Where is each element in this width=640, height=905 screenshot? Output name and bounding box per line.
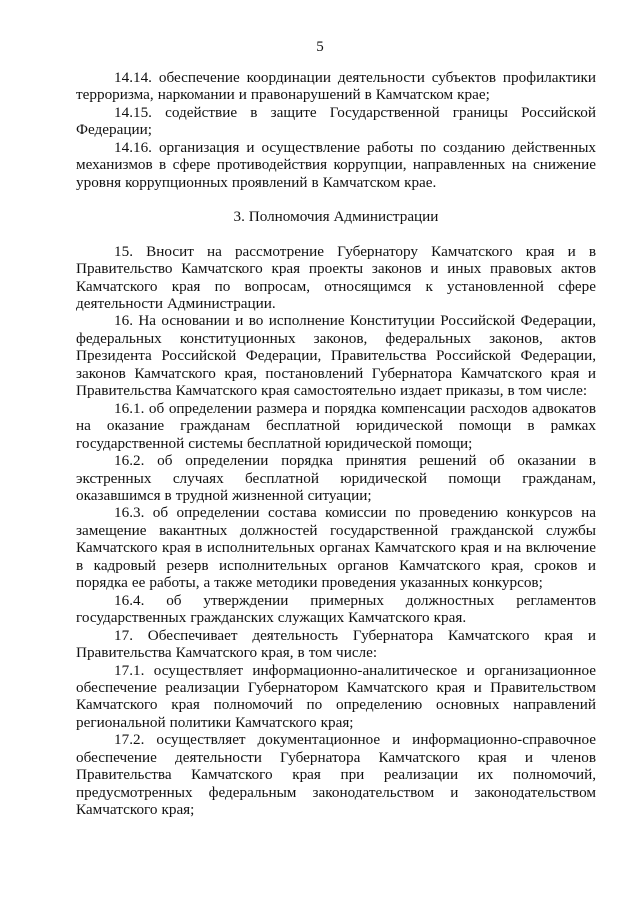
page-number: 5 [316, 39, 324, 55]
paragraph-16-4: 16.4. об утверждении примерных должностных регламентов государственных гражданских служащих Камчатского края. [76, 591, 596, 627]
paragraph-15: 15. Вносит на рассмотрение Губернатору Камчатского края и в Правительство Камчатского края проекты законов и иных правовых актов Камчатского края по вопросам, относящимся к установленной сфере деятельности Администрации. [76, 242, 596, 312]
paragraph-16-1: 16.1. об определении размера и порядка компенсации расходов адвокатов на оказание гражданам бесплатной юридической помощи в рамках государственной системы бесплатной юридической помощи; [76, 399, 596, 452]
paragraph-14-15: 14.15. содействие в защите Государственной границы Российской Федерации; [76, 103, 596, 139]
paragraph-14-14: 14.14. обеспечение координации деятельности субъектов профилактики терроризма, наркомании и правонарушений в Камчатском крае; [76, 69, 596, 104]
paragraph-16: 16. На основании и во исполнение Конституции Российской Федерации, федеральных конституционных законов, федеральных законов, актов Президента Российской Федерации, Правительства Российской Федерации, законов Камчатского края, постановлений Губернатора Камчатского края и Правительства Камчатского края самостоятельно издает приказы, в том числе: [76, 312, 596, 400]
paragraph-14-16: 14.16. организация и осуществление работы по созданию действенных механизмов в сфере противодействия коррупции, направленных на снижение уровня коррупционных проявлений в Камчатском крае. [76, 138, 596, 191]
section-heading: 3. Полномочия Администрации [233, 208, 439, 226]
paragraph-17-2: 17.2. осуществляет документационное и информационно-справочное обеспечение деятельности Губернатора Камчатского края и членов Правительства Камчатского края при реализации их полномочий, предусмотренных федеральным законодательством и законодательством Камчатского края; [76, 731, 596, 819]
paragraph-16-3: 16.3. об определении состава комиссии по проведению конкурсов на замещение вакантных должностей государственной гражданской службы Камчатского края в исполнительных органах Камчатского края и на включение в кадровый резерв исполнительных органов Камчатского края, сроков и порядка ее работы, а также методики проведения указанных конкурсов; [76, 504, 596, 592]
paragraph-16-2: 16.2. об определении порядка принятия решений об оказании в экстренных случаях бесплатной юридической помощи гражданам, оказавшимся в трудной жизненной ситуации; [76, 452, 596, 504]
paragraph-17-1: 17.1. осуществляет информационно-аналитическое и организационное обеспечение реализации Губернатором Камчатского края и Правительством Камчатского края полномочий по определению основных направлений региональной политики Камчатского края; [76, 661, 596, 731]
paragraph-17: 17. Обеспечивает деятельность Губернатора Камчатского края и Правительства Камчатского края, в том числе: [76, 626, 596, 662]
document-body [76, 69, 596, 819]
